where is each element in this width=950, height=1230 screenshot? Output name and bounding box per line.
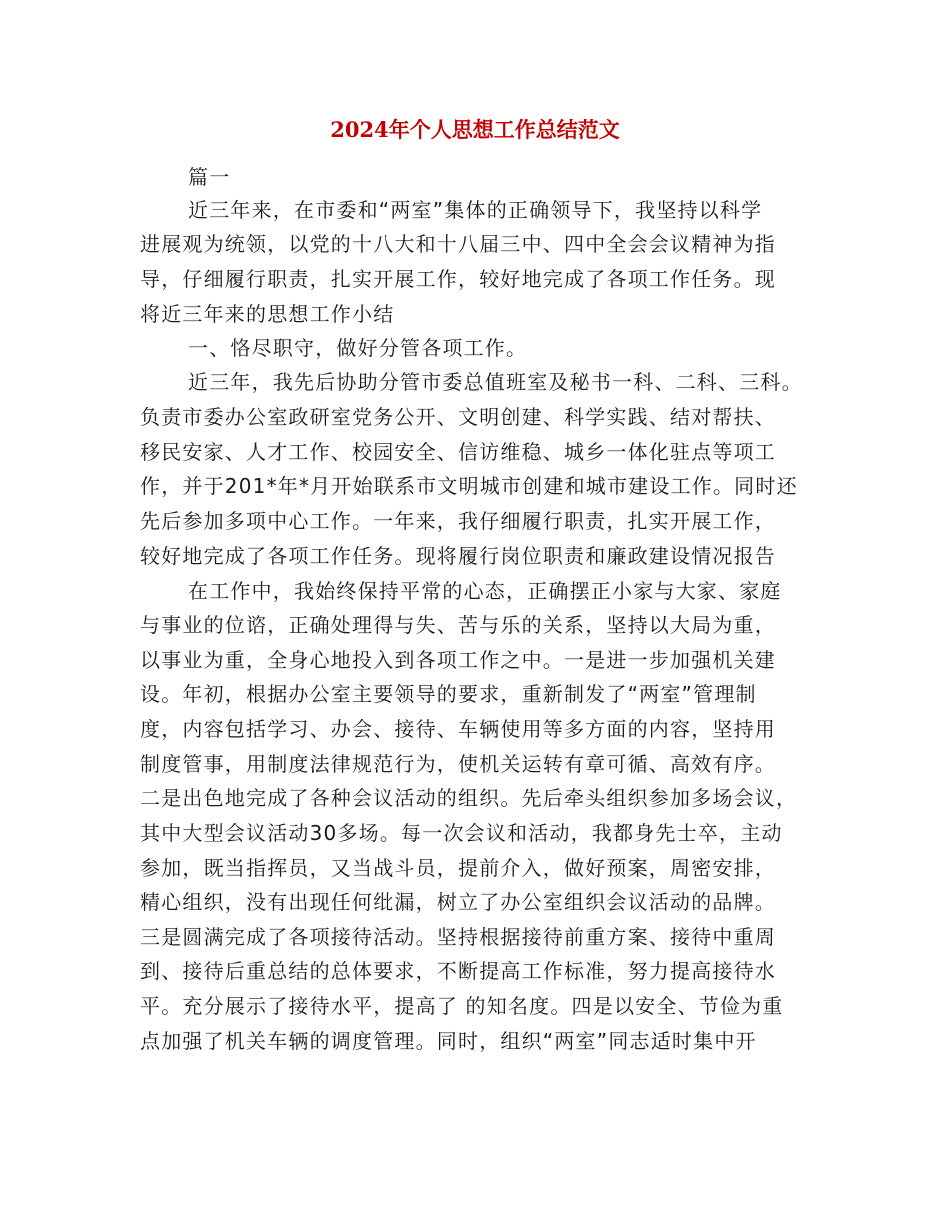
body-line: 近三年，我先后协助分管市委总值班室及秘书一科、二科、三科。 — [188, 370, 803, 394]
document-title: 2024年个人思想工作总结范文 — [330, 117, 620, 142]
body-line: 其中大型会议活动30多场。每一次会议和活动，我都身先士卒，主动 — [140, 821, 783, 845]
body-line: 二是出色地完成了各种会议活动的组织。先后牵头组织参加多场会议， — [140, 786, 798, 810]
body-line: 将近三年来的思想工作小结 — [140, 302, 395, 326]
body-line: 点加强了机关车辆的调度管理。同时，组织“两室”同志适时集中开 — [140, 1029, 757, 1053]
body-line: 移民安家、人才工作、校园安全、信访维稳、城乡一体化驻点等项工 — [140, 440, 776, 464]
body-line: 制度管事，用制度法律规范行为，使机关运转有章可循、高效有序。 — [140, 752, 776, 776]
body-line: 设。年初，根据办公室主要领导的要求，重新制发了“两室”管理制 — [140, 682, 757, 706]
body-line: 以事业为重，全身心地投入到各项工作之中。一是进一步加强机关建 — [140, 648, 776, 672]
body-line: 近三年来，在市委和“两室”集体的正确领导下，我坚持以科学 — [188, 198, 763, 222]
body-line: 先后参加多项中心工作。一年来，我仔细履行职责，扎实开展工作， — [140, 509, 776, 533]
body-line: 精心组织，没有出现任何纰漏，树立了办公室组织会议活动的品牌。 — [140, 890, 776, 914]
section-label: 篇一 — [188, 165, 231, 189]
body-line: 度，内容包括学习、办会、接待、车辆使用等多方面的内容，坚持用 — [140, 717, 776, 741]
body-line: 三是圆满完成了各项接待活动。坚持根据接待前重方案、接待中重周 — [140, 925, 776, 949]
body-line: 作，并于201*年*月开始联系市文明城市创建和城市建设工作。同时还 — [140, 474, 798, 498]
body-line: 参加，既当指挥员，又当战斗员，提前介入，做好预案，周密安排， — [140, 856, 776, 880]
body-line: 到、接待后重总结的总体要求，不断提高工作标准，努力提高接待水 — [140, 959, 776, 983]
body-line: 负责市委办公室政研室党务公开、文明创建、科学实践、结对帮扶、 — [140, 405, 776, 429]
body-line: 与事业的位谘，正确处理得与失、苦与乐的关系，坚持以大局为重， — [140, 613, 776, 637]
body-line: 在工作中，我始终保持平常的心态，正确摆正小家与大家、家庭 — [188, 579, 782, 603]
body-line: 较好地完成了各项工作任务。现将履行岗位职责和廉政建设情况报告 — [140, 544, 776, 568]
body-line: 进展观为统领，以党的十八大和十八届三中、四中全会会议精神为指 — [140, 232, 776, 256]
body-line: 平。充分展示了接待水平，提高了 的知名度。四是以安全、节俭为重 — [140, 994, 784, 1018]
body-line: 导，仔细履行职责，扎实开展工作，较好地完成了各项工作任务。现 — [140, 267, 776, 291]
section-heading: 一、恪尽职守，做好分管各项工作。 — [188, 336, 528, 360]
